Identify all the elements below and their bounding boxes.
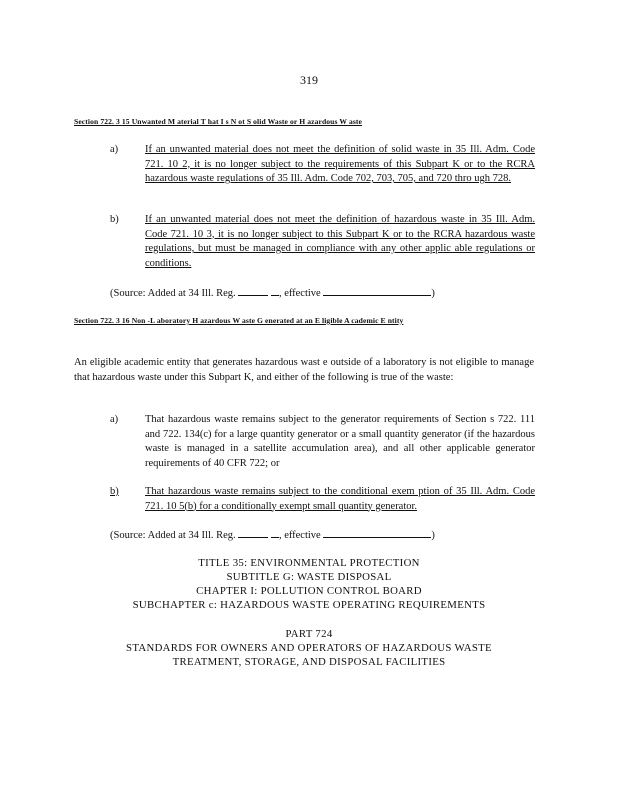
source-end: ) xyxy=(431,530,435,541)
reg-blank xyxy=(238,528,268,538)
section-315-b-text: If an unwanted material does not meet the definition of hazardous waste in 35 Ill. Adm. Code 721. 10 3, it is no longer subject to this Subpart K or to the RCRA hazardous waste regulations, but must be managed in compliance with any other applic able regulations or conditions. xyxy=(145,214,535,269)
section-316-source xyxy=(110,528,435,543)
section-316-a-text: That hazardous waste remains subject to the generator requirements of Section s 722. 111 and 722. 134(c) for a large quantity generator or a small quantity generator (if the hazardous waste is managed in a satellite accumulation area), and all other applicable generator requirements of 40 CFR 722; or xyxy=(145,414,535,469)
section-315-heading: Section 722. 3 15 Unwanted M aterial T hat I s N ot S olid Waste or H azardous W aste xyxy=(74,117,363,126)
page-number: 319 xyxy=(300,73,318,87)
part-line: PART 724 xyxy=(285,628,333,640)
section-316-b-text: That hazardous waste remains subject to the conditional exem ption of 35 Ill. Adm. Code 721. 10 5(b) for a conditionally exempt small quantity generator. xyxy=(145,486,535,512)
section-316-intro-text: An eligible academic entity that generates hazardous wast e outside of a laboratory is not eligible to manage that hazardous waste under this Subpart K, and either of the following is true of the waste: xyxy=(74,357,534,383)
source-mid: , effective xyxy=(278,288,321,299)
section-315-source xyxy=(110,286,435,301)
section-316-a-letter: a) xyxy=(110,414,119,425)
section-315-a-letter: a) xyxy=(110,144,119,155)
section-316-heading: Section 722. 3 16 Non -L aboratory H azardous W aste G enerated at an E ligible A cademic E ntity xyxy=(74,316,404,325)
subtitle-line: SUBTITLE G: WASTE DISPOSAL xyxy=(226,571,392,583)
chapter-line: CHAPTER I: POLLUTION CONTROL BOARD xyxy=(196,585,422,597)
reg-blank-2 xyxy=(271,286,279,296)
source-prefix: (Source: Added at 34 Ill. Reg. xyxy=(110,288,236,299)
part-title-line-1: STANDARDS FOR OWNERS AND OPERATORS OF HAZARDOUS WASTE xyxy=(126,642,492,654)
part-title-line-2: TREATMENT, STORAGE, AND DISPOSAL FACILITIES xyxy=(172,656,446,668)
source-prefix: (Source: Added at 34 Ill. Reg. xyxy=(110,530,236,541)
section-315-a-text: If an unwanted material does not meet the definition of solid waste in 35 Ill. Adm. Code 721. 10 2, it is no longer subject to the requirements of this Subpart K or to the RCRA hazardous waste regulations of 35 Ill. Adm. Code 702, 703, 705, and 720 thro ugh 728. xyxy=(145,144,535,184)
date-blank xyxy=(323,286,431,296)
source-mid: , effective xyxy=(278,530,321,541)
subchapter-line: SUBCHAPTER c: HAZARDOUS WASTE OPERATING REQUIREMENTS xyxy=(132,599,486,611)
date-blank xyxy=(323,528,431,538)
source-end: ) xyxy=(431,288,435,299)
section-316-intro xyxy=(74,356,534,385)
section-316-b-letter: b) xyxy=(110,486,119,497)
reg-blank xyxy=(238,286,268,296)
title-line: TITLE 35: ENVIRONMENTAL PROTECTION xyxy=(198,557,420,569)
section-315-b-letter: b) xyxy=(110,214,119,225)
reg-blank-2 xyxy=(271,528,279,538)
